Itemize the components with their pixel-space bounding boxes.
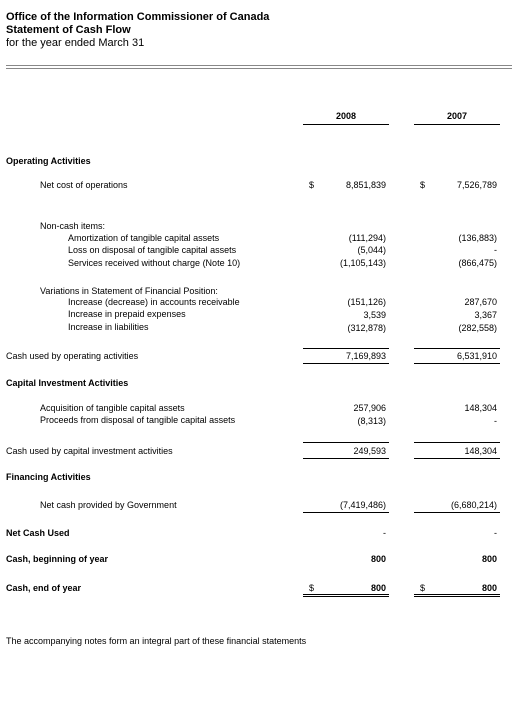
subtotal-rule-2008 xyxy=(303,442,389,443)
period-subtitle: for the year ended March 31 xyxy=(6,37,145,49)
list-item: Increase in prepaid expenses xyxy=(68,309,186,319)
capital-total-2008: 249,593 xyxy=(353,446,386,456)
org-title: Office of the Information Commissioner of Canada xyxy=(6,11,270,23)
double-rule-2007-b xyxy=(414,596,500,597)
financing-item-2008: (7,419,486) xyxy=(339,500,386,510)
list-item-2007: - xyxy=(494,416,497,426)
list-item: Services received without charge (Note 10) xyxy=(68,258,241,268)
list-item-2007: - xyxy=(494,245,497,255)
header-underline-2007 xyxy=(414,124,500,125)
column-header-2007: 2007 xyxy=(446,111,468,121)
statement-title: Statement of Cash Flow xyxy=(6,24,131,36)
list-item-2007: (866,475) xyxy=(458,258,497,268)
list-item-2008: 3,539 xyxy=(363,310,386,320)
subtotal-rule-2007 xyxy=(414,442,500,443)
capital-total-2007: 148,304 xyxy=(464,446,497,456)
list-item-2008: (1,105,143) xyxy=(339,258,386,268)
total-rule-2008 xyxy=(303,458,389,459)
cash-end-label: Cash, end of year xyxy=(6,583,82,593)
column-header-2008: 2008 xyxy=(335,111,357,121)
double-rule-2008 xyxy=(303,594,389,595)
subtotal-rule-2008 xyxy=(303,348,389,349)
list-item: Acquisition of tangible capital assets xyxy=(40,403,185,413)
capital-heading: Capital Investment Activities xyxy=(6,378,129,388)
operating-total-label: Cash used by operating activities xyxy=(6,351,139,361)
double-rule-2008-b xyxy=(303,596,389,597)
cash-end-2008: 800 xyxy=(370,583,386,593)
net-cost-label: Net cost of operations xyxy=(40,180,128,190)
list-item: Amortization of tangible capital assets xyxy=(68,233,220,243)
currency-symbol: $ xyxy=(309,583,315,593)
list-item: Loss on disposal of tangible capital assets xyxy=(68,245,237,255)
net-cash-used-label: Net Cash Used xyxy=(6,528,70,538)
operating-total-2007: 6,531,910 xyxy=(456,351,497,361)
list-item-2008: (111,294) xyxy=(348,233,386,243)
list-item: Proceeds from disposal of tangible capital assets xyxy=(40,415,236,425)
operating-heading: Operating Activities xyxy=(6,156,91,166)
list-item: Increase in liabilities xyxy=(68,322,149,332)
net-cash-used-2007: - xyxy=(494,528,497,538)
cash-begin-label: Cash, beginning of year xyxy=(6,554,109,564)
financing-item-label: Net cash provided by Government xyxy=(40,500,177,510)
list-item-2007: (282,558) xyxy=(458,323,497,333)
list-item-2008: (151,126) xyxy=(347,297,386,307)
header-underline-2008 xyxy=(303,124,389,125)
list-item-2008: (312,878) xyxy=(347,323,386,333)
currency-symbol: $ xyxy=(420,583,426,593)
cash-begin-2008: 800 xyxy=(370,554,386,564)
header-rule xyxy=(6,65,512,66)
cash-end-2007: 800 xyxy=(481,583,497,593)
noncash-heading: Non-cash items: xyxy=(40,221,106,231)
total-rule-2008 xyxy=(303,363,389,364)
net-cost-2007: 7,526,789 xyxy=(456,180,497,190)
financing-item-2007: (6,680,214) xyxy=(450,500,497,510)
footnote: The accompanying notes form an integral part of these financial statements xyxy=(6,636,307,646)
currency-symbol: $ xyxy=(309,180,315,190)
list-item-2007: (136,883) xyxy=(458,233,497,243)
double-rule-2007 xyxy=(414,594,500,595)
list-item-2007: 3,367 xyxy=(474,310,497,320)
list-item: Increase (decrease) in accounts receivable xyxy=(68,297,240,307)
cash-begin-2007: 800 xyxy=(481,554,497,564)
subtotal-rule-2008 xyxy=(303,512,389,513)
variations-heading: Variations in Statement of Financial Position: xyxy=(40,286,218,296)
list-item-2008: 257,906 xyxy=(353,403,386,413)
list-item-2008: (5,044) xyxy=(357,245,386,255)
total-rule-2007 xyxy=(414,458,500,459)
list-item-2008: (8,313) xyxy=(357,416,386,426)
capital-total-label: Cash used by capital investment activities xyxy=(6,446,173,456)
currency-symbol: $ xyxy=(420,180,426,190)
subtotal-rule-2007 xyxy=(414,348,500,349)
list-item-2007: 148,304 xyxy=(464,403,497,413)
financing-heading: Financing Activities xyxy=(6,472,91,482)
list-item-2007: 287,670 xyxy=(464,297,497,307)
total-rule-2007 xyxy=(414,363,500,364)
operating-total-2008: 7,169,893 xyxy=(345,351,386,361)
header-rule-2 xyxy=(6,68,512,69)
subtotal-rule-2007 xyxy=(414,512,500,513)
net-cost-2008: 8,851,839 xyxy=(345,180,386,190)
net-cash-used-2008: - xyxy=(383,528,386,538)
